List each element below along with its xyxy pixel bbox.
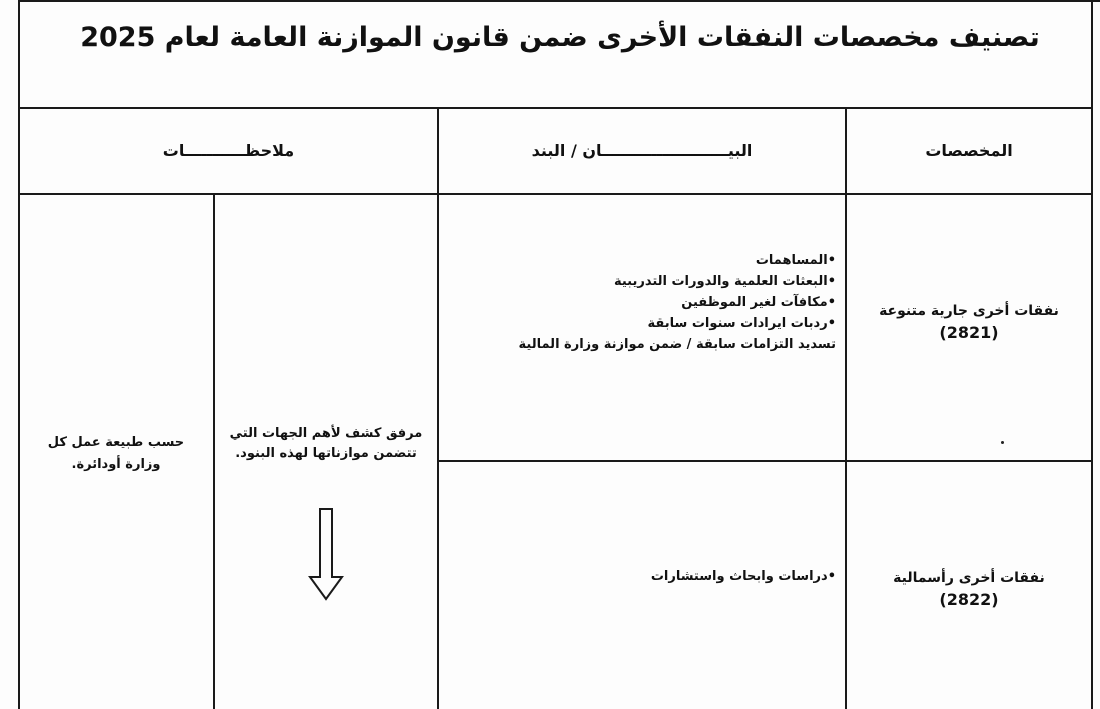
header-bottom-rule xyxy=(18,193,1093,195)
page-title: تصنيف مخصصات النفقات الأخرى ضمن قانون الموازنة العامة لعام 2025 xyxy=(80,22,1040,53)
row1-extra-line: تسديد التزامات سابقة / ضمن موازنة وزارة المالية xyxy=(518,337,836,352)
header-statement-item: البيـــــــــــــــــــــــان / البند xyxy=(531,141,753,160)
list-item: • المساهمات xyxy=(436,250,836,271)
row2-allocation-name: نفقات أخرى رأسمالية xyxy=(893,570,1045,586)
header-notes: ملاحظـــــــــــات xyxy=(162,141,295,160)
row2-statement xyxy=(436,566,836,587)
frame-top xyxy=(18,0,1100,2)
row1-allocation xyxy=(847,300,1091,344)
column-divider-allocations xyxy=(845,107,847,709)
row2-item-list xyxy=(436,566,836,587)
row1-item-list xyxy=(436,250,836,334)
down-arrow-icon xyxy=(306,507,346,603)
row1-allocation-name: نفقات أخرى جارية متنوعة xyxy=(879,303,1059,319)
row1-statement xyxy=(436,250,836,355)
list-item: • دراسات وابحاث واستشارات xyxy=(436,566,836,587)
scan-speck xyxy=(1001,441,1004,444)
row-divider xyxy=(437,460,1093,462)
row1-allocation-code: (2821) xyxy=(939,323,999,342)
attachment-note: مرفق كشف لأهم الجهات التي تتضمن موازناتها لهذه البنود. xyxy=(229,426,423,461)
header-allocations: المخصصات xyxy=(925,141,1013,160)
list-item: • البعثات العلمية والدورات التدريبية xyxy=(436,271,836,292)
notes-inner-divider xyxy=(213,193,215,709)
list-item: • مكافآت لغير الموظفين xyxy=(436,292,836,313)
column-divider-statement xyxy=(437,107,439,709)
list-item: • ردبات ايرادات سنوات سابقة xyxy=(436,313,836,334)
row2-allocation xyxy=(847,567,1091,611)
row2-allocation-code: (2822) xyxy=(939,590,999,609)
nature-note: حسب طبيعة عمل كل وزارة أودائرة. xyxy=(47,435,185,472)
title-bottom-rule xyxy=(18,107,1093,109)
